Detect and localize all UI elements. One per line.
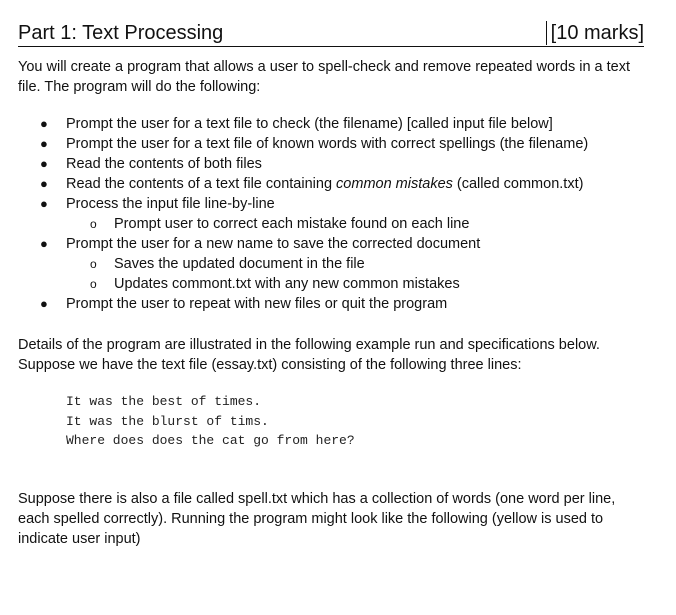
sub-list-item-text: Prompt user to correct each mistake found on each line xyxy=(114,216,470,232)
list-item-emphasis: common mistakes xyxy=(336,176,453,192)
list-item xyxy=(18,294,648,314)
sub-list-item-text: Updates commont.txt with any new common mistakes xyxy=(114,276,460,292)
list-item-text: Prompt the user for a text file to check (the filename) [called input file below] xyxy=(66,116,553,132)
code-block xyxy=(66,392,355,451)
details-paragraph: Details of the program are illustrated in the following example run and specifications below. Suppose we have the text file (essay.txt) consisting of the following three lines: xyxy=(18,337,600,373)
sub-list-item xyxy=(18,254,648,274)
section-heading xyxy=(18,20,644,47)
bullet-icon: ● xyxy=(40,156,48,171)
hollow-bullet-icon: o xyxy=(90,217,97,231)
bullet-icon: ● xyxy=(40,136,48,151)
list-item xyxy=(18,174,648,194)
sub-list-item xyxy=(18,214,648,234)
hollow-bullet-icon: o xyxy=(90,277,97,291)
list-item xyxy=(18,154,648,174)
sub-list-item xyxy=(18,274,648,294)
list-item-text: Prompt the user to repeat with new files or quit the program xyxy=(66,296,448,312)
closing-paragraph: Suppose there is also a file called spell.txt which has a collection of words (one word per line, each spelled correctly). Running the program might look like the following (yellow is used to indicate user input) xyxy=(18,491,616,547)
bullet-icon: ● xyxy=(40,296,48,311)
list-item-text: Prompt the user for a text file of known words with correct spellings (the filename) xyxy=(66,136,589,152)
list-item xyxy=(18,134,648,154)
bullet-icon: ● xyxy=(40,236,48,251)
list-item-text: Process the input file line-by-line xyxy=(66,196,275,212)
code-line: It was the blurst of tims. xyxy=(66,413,269,429)
requirements-list xyxy=(18,114,648,314)
list-item-text-suffix: (called common.txt) xyxy=(452,176,584,192)
hollow-bullet-icon: o xyxy=(90,257,97,271)
bullet-icon: ● xyxy=(40,176,48,191)
list-item-text: Read the contents of both files xyxy=(66,156,262,172)
heading-title: Part 1: Text Processing xyxy=(18,22,224,44)
intro-paragraph: You will create a program that allows a user to spell-check and remove repeated words in a text file. The program will do the following: xyxy=(18,59,631,95)
heading-marks: [10 marks] xyxy=(546,21,644,45)
list-item xyxy=(18,194,648,214)
list-item xyxy=(18,114,648,134)
sub-list-item-text: Saves the updated document in the file xyxy=(114,256,365,272)
list-item-text-prefix: Read the contents of a text file containing xyxy=(66,176,337,192)
list-item xyxy=(18,234,648,254)
code-line: Where does does the cat go from here? xyxy=(66,433,355,448)
bullet-icon: ● xyxy=(40,116,48,131)
code-line: It was the best of times. xyxy=(66,394,262,409)
list-item-text: Prompt the user for a new name to save the corrected document xyxy=(66,236,481,252)
bullet-icon: ● xyxy=(40,196,48,211)
